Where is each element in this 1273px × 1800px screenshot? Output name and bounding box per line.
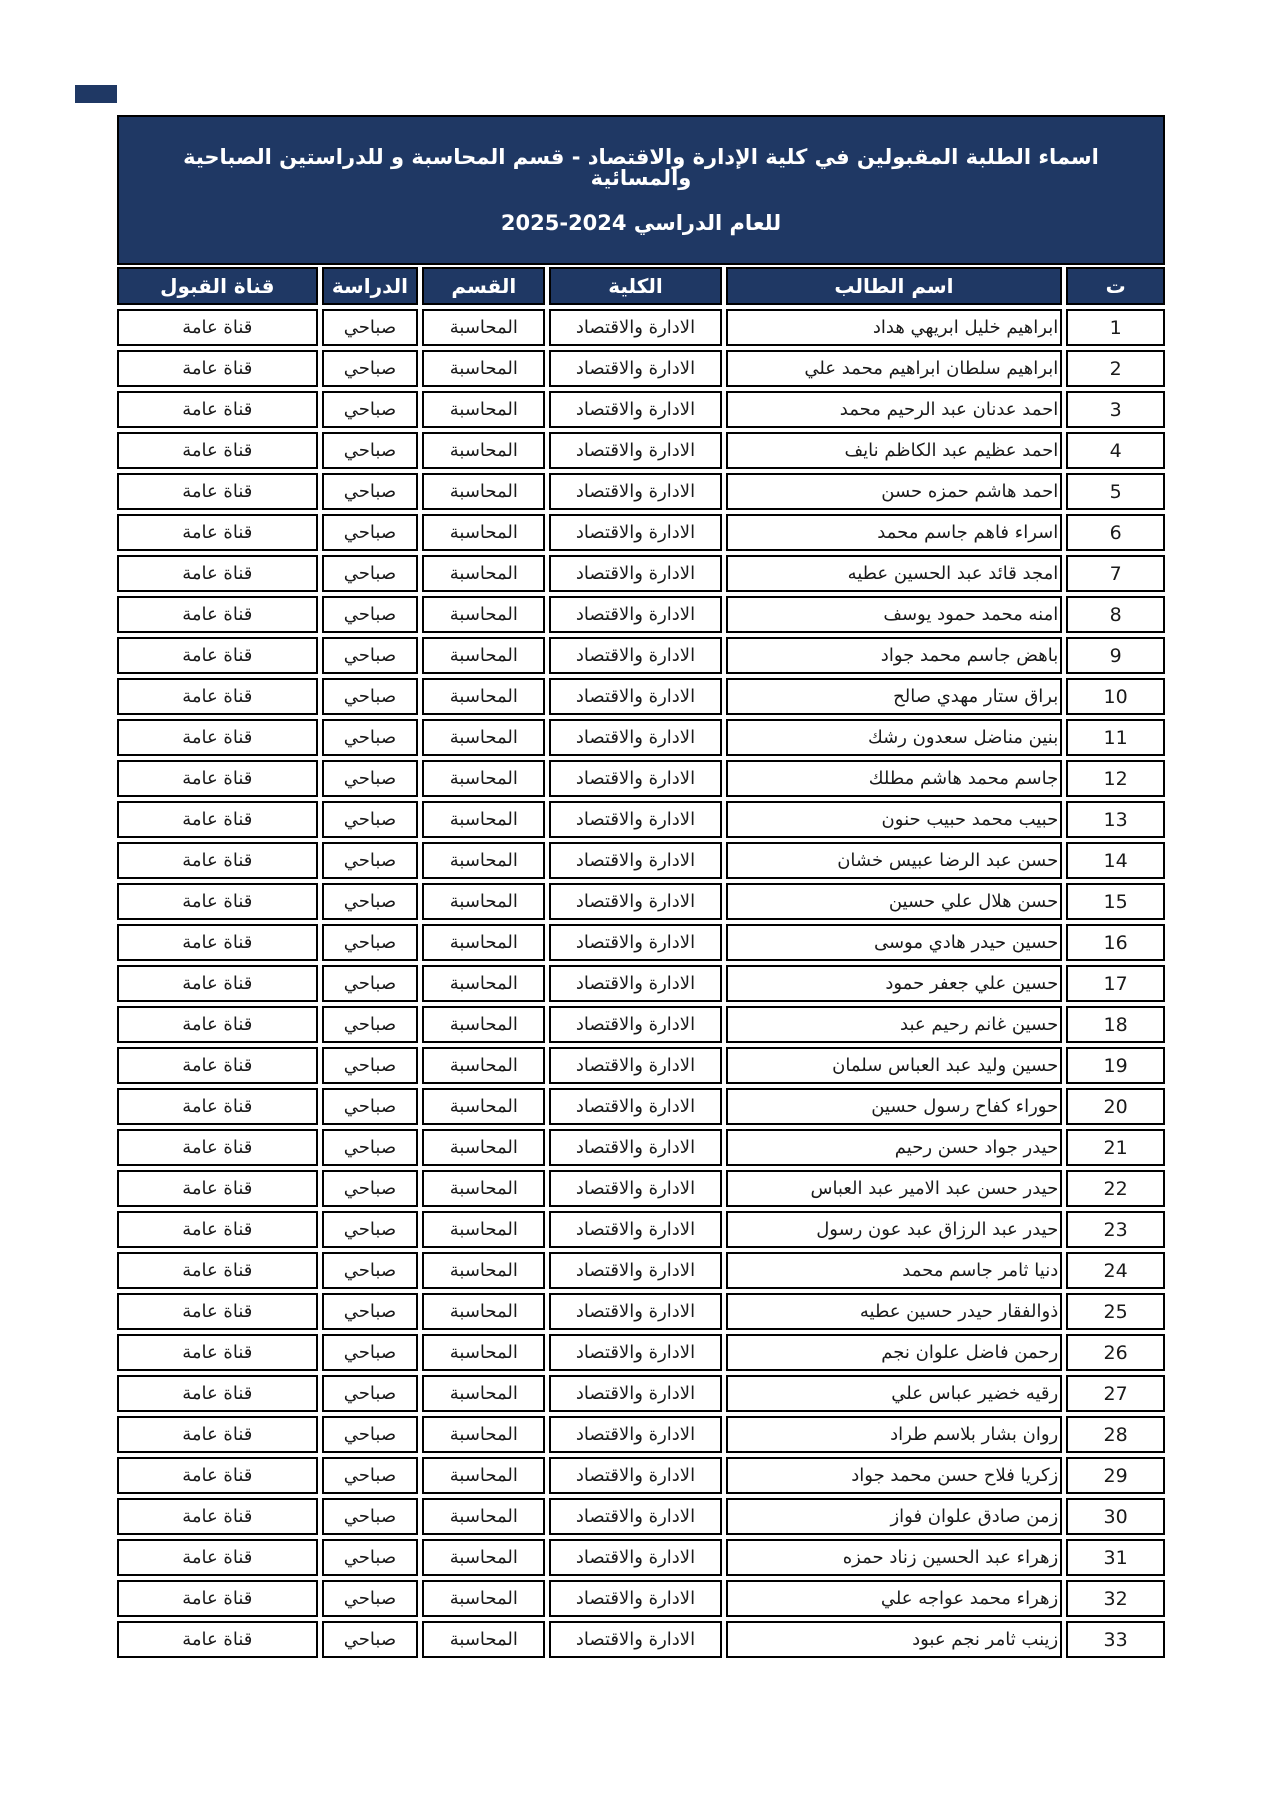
- cell-college: الادارة والاقتصاد: [549, 350, 721, 387]
- cell-college: الادارة والاقتصاد: [549, 1457, 721, 1494]
- cell-dept: المحاسبة: [422, 1621, 545, 1658]
- cell-dept: المحاسبة: [422, 883, 545, 920]
- cell-channel: قناة عامة: [117, 719, 318, 756]
- cell-n: 7: [1066, 555, 1165, 592]
- cell-n: 29: [1066, 1457, 1165, 1494]
- cell-dept: المحاسبة: [422, 1047, 545, 1084]
- table-row: [117, 1211, 1165, 1248]
- table-row: [117, 555, 1165, 592]
- cell-college: الادارة والاقتصاد: [549, 1211, 721, 1248]
- cell-study: صباحي: [322, 965, 419, 1002]
- cell-dept: المحاسبة: [422, 760, 545, 797]
- cell-study: صباحي: [322, 678, 419, 715]
- cell-dept: المحاسبة: [422, 801, 545, 838]
- cell-channel: قناة عامة: [117, 555, 318, 592]
- cell-channel: قناة عامة: [117, 432, 318, 469]
- cell-channel: قناة عامة: [117, 1416, 318, 1453]
- cell-dept: المحاسبة: [422, 1457, 545, 1494]
- cell-name: احمد هاشم حمزه حسن: [726, 473, 1063, 510]
- table-row: [117, 1621, 1165, 1658]
- cell-college: الادارة والاقتصاد: [549, 760, 721, 797]
- cell-name: حسين وليد عبد العباس سلمان: [726, 1047, 1063, 1084]
- cell-name: حوراء كفاح رسول حسين: [726, 1088, 1063, 1125]
- cell-channel: قناة عامة: [117, 1621, 318, 1658]
- cell-n: 21: [1066, 1129, 1165, 1166]
- cell-channel: قناة عامة: [117, 1252, 318, 1289]
- cell-dept: المحاسبة: [422, 678, 545, 715]
- cell-study: صباحي: [322, 473, 419, 510]
- cell-dept: المحاسبة: [422, 350, 545, 387]
- cell-dept: المحاسبة: [422, 965, 545, 1002]
- cell-study: صباحي: [322, 1252, 419, 1289]
- cell-channel: قناة عامة: [117, 514, 318, 551]
- cell-study: صباحي: [322, 309, 419, 346]
- cell-college: الادارة والاقتصاد: [549, 1170, 721, 1207]
- cell-channel: قناة عامة: [117, 309, 318, 346]
- cell-n: 4: [1066, 432, 1165, 469]
- cell-channel: قناة عامة: [117, 842, 318, 879]
- table-row: [117, 637, 1165, 674]
- cell-study: صباحي: [322, 842, 419, 879]
- cell-channel: قناة عامة: [117, 596, 318, 633]
- cell-dept: المحاسبة: [422, 1006, 545, 1043]
- cell-dept: المحاسبة: [422, 1170, 545, 1207]
- cell-n: 12: [1066, 760, 1165, 797]
- table-row: [117, 514, 1165, 551]
- table-row: [117, 1293, 1165, 1330]
- table-row: [117, 1088, 1165, 1125]
- cell-n: 27: [1066, 1375, 1165, 1412]
- cell-n: 15: [1066, 883, 1165, 920]
- table-row: [117, 965, 1165, 1002]
- cell-college: الادارة والاقتصاد: [549, 1129, 721, 1166]
- cell-study: صباحي: [322, 637, 419, 674]
- table-row: [117, 350, 1165, 387]
- cell-channel: قناة عامة: [117, 678, 318, 715]
- table-row: [117, 1006, 1165, 1043]
- cell-dept: المحاسبة: [422, 637, 545, 674]
- cell-dept: المحاسبة: [422, 1293, 545, 1330]
- cell-name: حيدر جواد حسن رحيم: [726, 1129, 1063, 1166]
- cell-study: صباحي: [322, 719, 419, 756]
- cell-n: 10: [1066, 678, 1165, 715]
- cell-channel: قناة عامة: [117, 637, 318, 674]
- table-body: [117, 309, 1165, 1658]
- cell-college: الادارة والاقتصاد: [549, 432, 721, 469]
- cell-study: صباحي: [322, 1539, 419, 1576]
- cell-college: الادارة والاقتصاد: [549, 473, 721, 510]
- cell-channel: قناة عامة: [117, 1334, 318, 1371]
- cell-study: صباحي: [322, 391, 419, 428]
- cell-n: 9: [1066, 637, 1165, 674]
- cell-n: 33: [1066, 1621, 1165, 1658]
- cell-name: حسين حيدر هادي موسى: [726, 924, 1063, 961]
- document-title-line-1: اسماء الطلبة المقبولين في كلية الإدارة والاقتصاد - قسم المحاسبة و للدراستين الصباحية والمسائية: [183, 144, 1099, 190]
- cell-study: صباحي: [322, 1580, 419, 1617]
- cell-dept: المحاسبة: [422, 1498, 545, 1535]
- cell-n: 8: [1066, 596, 1165, 633]
- cell-study: صباحي: [322, 1129, 419, 1166]
- cell-n: 25: [1066, 1293, 1165, 1330]
- cell-dept: المحاسبة: [422, 719, 545, 756]
- cell-study: صباحي: [322, 1334, 419, 1371]
- cell-channel: قناة عامة: [117, 1580, 318, 1617]
- cell-study: صباحي: [322, 1293, 419, 1330]
- column-header-number: ت: [1066, 267, 1165, 305]
- cell-name: جاسم محمد هاشم مطلك: [726, 760, 1063, 797]
- cell-college: الادارة والاقتصاد: [549, 1539, 721, 1576]
- cell-channel: قناة عامة: [117, 1457, 318, 1494]
- cell-name: زينب ثامر نجم عبود: [726, 1621, 1063, 1658]
- cell-channel: قناة عامة: [117, 801, 318, 838]
- cell-n: 22: [1066, 1170, 1165, 1207]
- cell-college: الادارة والاقتصاد: [549, 678, 721, 715]
- column-header-study: الدراسة: [322, 267, 419, 305]
- cell-channel: قناة عامة: [117, 1293, 318, 1330]
- cell-dept: المحاسبة: [422, 596, 545, 633]
- table-row: [117, 596, 1165, 633]
- cell-college: الادارة والاقتصاد: [549, 1375, 721, 1412]
- cell-study: صباحي: [322, 1088, 419, 1125]
- cell-channel: قناة عامة: [117, 883, 318, 920]
- cell-n: 2: [1066, 350, 1165, 387]
- table-row: [117, 473, 1165, 510]
- cell-dept: المحاسبة: [422, 1129, 545, 1166]
- table-row: [117, 883, 1165, 920]
- cell-name: حسين علي جعفر حمود: [726, 965, 1063, 1002]
- table-row: [117, 1457, 1165, 1494]
- cell-channel: قناة عامة: [117, 1170, 318, 1207]
- cell-channel: قناة عامة: [117, 1498, 318, 1535]
- cell-study: صباحي: [322, 1006, 419, 1043]
- cell-n: 1: [1066, 309, 1165, 346]
- cell-name: بنين مناضل سعدون رشك: [726, 719, 1063, 756]
- cell-college: الادارة والاقتصاد: [549, 1293, 721, 1330]
- table-row: [117, 391, 1165, 428]
- cell-n: 28: [1066, 1416, 1165, 1453]
- table-row: [117, 1129, 1165, 1166]
- cell-study: صباحي: [322, 801, 419, 838]
- document-title-line-2: للعام الدراسي 2024-2025: [500, 210, 782, 235]
- cell-dept: المحاسبة: [422, 1416, 545, 1453]
- cell-name: امنه محمد حمود يوسف: [726, 596, 1063, 633]
- cell-study: صباحي: [322, 924, 419, 961]
- cell-college: الادارة والاقتصاد: [549, 1047, 721, 1084]
- table-row: [117, 678, 1165, 715]
- cell-name: حيدر عبد الرزاق عبد عون رسول: [726, 1211, 1063, 1248]
- cell-dept: المحاسبة: [422, 842, 545, 879]
- students-table: [113, 263, 1169, 1662]
- cell-college: الادارة والاقتصاد: [549, 801, 721, 838]
- table-row: [117, 1375, 1165, 1412]
- cell-channel: قناة عامة: [117, 1006, 318, 1043]
- cell-study: صباحي: [322, 350, 419, 387]
- cell-college: الادارة والاقتصاد: [549, 1252, 721, 1289]
- cell-n: 3: [1066, 391, 1165, 428]
- cell-n: 16: [1066, 924, 1165, 961]
- cell-n: 31: [1066, 1539, 1165, 1576]
- cell-study: صباحي: [322, 1621, 419, 1658]
- cell-channel: قناة عامة: [117, 1047, 318, 1084]
- cell-dept: المحاسبة: [422, 555, 545, 592]
- cell-dept: المحاسبة: [422, 473, 545, 510]
- cell-name: امجد قائد عبد الحسين عطيه: [726, 555, 1063, 592]
- cell-college: الادارة والاقتصاد: [549, 309, 721, 346]
- cell-dept: المحاسبة: [422, 391, 545, 428]
- cell-dept: المحاسبة: [422, 1580, 545, 1617]
- table-row: [117, 801, 1165, 838]
- column-header-department: القسم: [422, 267, 545, 305]
- cell-college: الادارة والاقتصاد: [549, 1621, 721, 1658]
- header-corner-artifact: [75, 85, 117, 103]
- cell-n: 26: [1066, 1334, 1165, 1371]
- cell-name: ابراهيم خليل ابريهي هداد: [726, 309, 1063, 346]
- cell-study: صباحي: [322, 760, 419, 797]
- cell-study: صباحي: [322, 1375, 419, 1412]
- cell-name: زهراء محمد عواجه علي: [726, 1580, 1063, 1617]
- cell-channel: قناة عامة: [117, 1539, 318, 1576]
- cell-name: احمد عدنان عبد الرحيم محمد: [726, 391, 1063, 428]
- cell-channel: قناة عامة: [117, 1129, 318, 1166]
- cell-college: الادارة والاقتصاد: [549, 1416, 721, 1453]
- students-table-container: [113, 263, 1169, 1662]
- table-row: [117, 1539, 1165, 1576]
- cell-study: صباحي: [322, 1457, 419, 1494]
- cell-channel: قناة عامة: [117, 1375, 318, 1412]
- table-row: [117, 1498, 1165, 1535]
- cell-n: 24: [1066, 1252, 1165, 1289]
- cell-n: 23: [1066, 1211, 1165, 1248]
- cell-dept: المحاسبة: [422, 432, 545, 469]
- cell-name: روان بشار بلاسم طراد: [726, 1416, 1063, 1453]
- column-header-admission-channel: قناة القبول: [117, 267, 318, 305]
- cell-college: الادارة والاقتصاد: [549, 1334, 721, 1371]
- table-row: [117, 1580, 1165, 1617]
- cell-dept: المحاسبة: [422, 1211, 545, 1248]
- table-row: [117, 719, 1165, 756]
- cell-name: ذوالفقار حيدر حسين عطيه: [726, 1293, 1063, 1330]
- table-row: [117, 842, 1165, 879]
- cell-dept: المحاسبة: [422, 1375, 545, 1412]
- cell-name: براق ستار مهدي صالح: [726, 678, 1063, 715]
- table-row: [117, 924, 1165, 961]
- cell-college: الادارة والاقتصاد: [549, 1498, 721, 1535]
- document-title-block: [117, 115, 1165, 265]
- cell-study: صباحي: [322, 596, 419, 633]
- cell-study: صباحي: [322, 432, 419, 469]
- table-row: [117, 1047, 1165, 1084]
- cell-dept: المحاسبة: [422, 309, 545, 346]
- cell-study: صباحي: [322, 1416, 419, 1453]
- cell-study: صباحي: [322, 883, 419, 920]
- cell-college: الادارة والاقتصاد: [549, 842, 721, 879]
- cell-n: 32: [1066, 1580, 1165, 1617]
- cell-n: 14: [1066, 842, 1165, 879]
- cell-channel: قناة عامة: [117, 473, 318, 510]
- cell-dept: المحاسبة: [422, 1252, 545, 1289]
- cell-name: ابراهيم سلطان ابراهيم محمد علي: [726, 350, 1063, 387]
- cell-dept: المحاسبة: [422, 924, 545, 961]
- cell-channel: قناة عامة: [117, 965, 318, 1002]
- cell-dept: المحاسبة: [422, 514, 545, 551]
- cell-n: 6: [1066, 514, 1165, 551]
- cell-dept: المحاسبة: [422, 1334, 545, 1371]
- cell-name: حسن عبد الرضا عبيس خشان: [726, 842, 1063, 879]
- cell-study: صباحي: [322, 1211, 419, 1248]
- cell-name: اسراء فاهم جاسم محمد: [726, 514, 1063, 551]
- cell-name: زهراء عبد الحسين زناد حمزه: [726, 1539, 1063, 1576]
- cell-name: حسين غانم رحيم عبد: [726, 1006, 1063, 1043]
- cell-college: الادارة والاقتصاد: [549, 883, 721, 920]
- cell-n: 19: [1066, 1047, 1165, 1084]
- table-row: [117, 1416, 1165, 1453]
- table-row: [117, 1252, 1165, 1289]
- table-row: [117, 309, 1165, 346]
- cell-name: دنيا ثامر جاسم محمد: [726, 1252, 1063, 1289]
- cell-name: زكريا فلاح حسن محمد جواد: [726, 1457, 1063, 1494]
- cell-name: رقيه خضير عباس علي: [726, 1375, 1063, 1412]
- column-header-student-name: اسم الطالب: [726, 267, 1063, 305]
- table-row: [117, 1170, 1165, 1207]
- cell-channel: قناة عامة: [117, 350, 318, 387]
- cell-n: 20: [1066, 1088, 1165, 1125]
- cell-college: الادارة والاقتصاد: [549, 1088, 721, 1125]
- table-header-row: [117, 267, 1165, 305]
- cell-college: الادارة والاقتصاد: [549, 719, 721, 756]
- table-row: [117, 1334, 1165, 1371]
- cell-channel: قناة عامة: [117, 924, 318, 961]
- table-row: [117, 760, 1165, 797]
- cell-college: الادارة والاقتصاد: [549, 596, 721, 633]
- cell-name: حيدر حسن عبد الامير عبد العباس: [726, 1170, 1063, 1207]
- cell-study: صباحي: [322, 555, 419, 592]
- cell-name: رحمن فاضل علوان نجم: [726, 1334, 1063, 1371]
- cell-n: 17: [1066, 965, 1165, 1002]
- cell-college: الادارة والاقتصاد: [549, 637, 721, 674]
- cell-channel: قناة عامة: [117, 760, 318, 797]
- cell-name: حسن هلال علي حسين: [726, 883, 1063, 920]
- cell-college: الادارة والاقتصاد: [549, 965, 721, 1002]
- cell-study: صباحي: [322, 1170, 419, 1207]
- cell-college: الادارة والاقتصاد: [549, 391, 721, 428]
- cell-study: صباحي: [322, 1047, 419, 1084]
- cell-study: صباحي: [322, 514, 419, 551]
- cell-name: احمد عظيم عبد الكاظم نايف: [726, 432, 1063, 469]
- cell-study: صباحي: [322, 1498, 419, 1535]
- cell-n: 5: [1066, 473, 1165, 510]
- cell-channel: قناة عامة: [117, 1211, 318, 1248]
- cell-n: 13: [1066, 801, 1165, 838]
- cell-college: الادارة والاقتصاد: [549, 924, 721, 961]
- cell-dept: المحاسبة: [422, 1088, 545, 1125]
- cell-name: باهض جاسم محمد جواد: [726, 637, 1063, 674]
- cell-dept: المحاسبة: [422, 1539, 545, 1576]
- cell-n: 30: [1066, 1498, 1165, 1535]
- cell-channel: قناة عامة: [117, 391, 318, 428]
- cell-n: 11: [1066, 719, 1165, 756]
- cell-n: 18: [1066, 1006, 1165, 1043]
- table-row: [117, 432, 1165, 469]
- cell-college: الادارة والاقتصاد: [549, 1006, 721, 1043]
- cell-college: الادارة والاقتصاد: [549, 555, 721, 592]
- cell-college: الادارة والاقتصاد: [549, 1580, 721, 1617]
- cell-name: زمن صادق علوان فواز: [726, 1498, 1063, 1535]
- cell-college: الادارة والاقتصاد: [549, 514, 721, 551]
- cell-channel: قناة عامة: [117, 1088, 318, 1125]
- cell-name: حبيب محمد حبيب حنون: [726, 801, 1063, 838]
- column-header-college: الكلية: [549, 267, 721, 305]
